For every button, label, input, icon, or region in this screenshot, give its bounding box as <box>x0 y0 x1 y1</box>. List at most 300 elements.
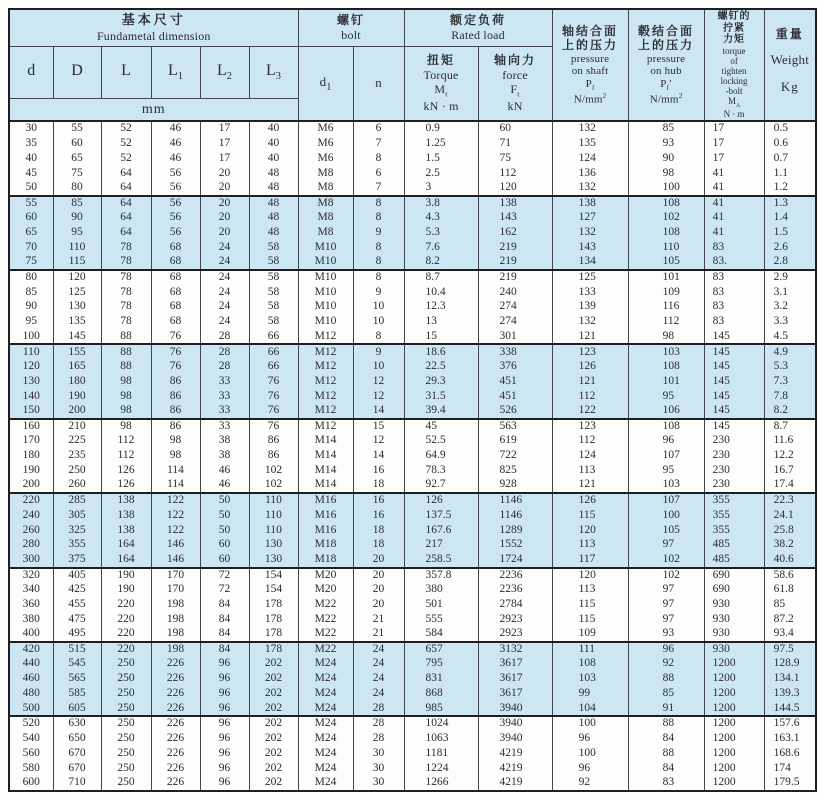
cell-n: 21 <box>353 627 404 642</box>
cell-L: 88 <box>101 344 151 359</box>
cell-L2: 46 <box>200 478 249 493</box>
cell-L1: 226 <box>151 657 200 672</box>
cell-D: 250 <box>53 463 101 478</box>
cell-D: 545 <box>53 657 101 672</box>
cell-tightening-torque: 930 <box>704 627 764 642</box>
cell-d: 95 <box>9 315 53 330</box>
cell-d1: M10 <box>298 285 353 300</box>
cell-d: 380 <box>9 612 53 627</box>
cell-D: 65 <box>53 151 101 166</box>
cell-weight: 3.1 <box>764 285 816 300</box>
cell-force: 376 <box>478 359 552 374</box>
cell-L3: 76 <box>249 419 298 434</box>
cell-weight: 157.6 <box>764 716 816 731</box>
cell-torque: 78.3 <box>404 463 478 478</box>
cell-torque: 795 <box>404 657 478 672</box>
cell-force: 563 <box>478 419 552 434</box>
cell-L3: 178 <box>249 642 298 657</box>
cell-D: 565 <box>53 672 101 687</box>
cell-tightening-torque: 17 <box>704 136 764 151</box>
cell-d1: M16 <box>298 508 353 523</box>
cell-d: 500 <box>9 701 53 716</box>
cell-pressure-shaft: 99 <box>552 687 628 702</box>
cell-d1: M14 <box>298 478 353 493</box>
cell-n: 15 <box>353 419 404 434</box>
cell-L3: 48 <box>249 225 298 240</box>
cell-weight: 8.2 <box>764 404 816 419</box>
cell-torque: 45 <box>404 419 478 434</box>
cell-L3: 130 <box>249 553 298 568</box>
cell-d: 140 <box>9 389 53 404</box>
cell-L1: 226 <box>151 776 200 791</box>
col-header-d1: $d_1$ <box>298 46 353 121</box>
cell-L1: 122 <box>151 523 200 538</box>
cell-pressure-hub: 90 <box>628 151 704 166</box>
cell-L1: 56 <box>151 211 200 226</box>
cell-pressure-shaft: 132 <box>552 121 628 136</box>
cell-pressure-shaft: 126 <box>552 359 628 374</box>
torque-symbol: $M_t$ <box>434 82 448 99</box>
cell-L2: 24 <box>200 270 249 285</box>
cell-d: 35 <box>9 136 53 151</box>
cell-L3: 66 <box>249 344 298 359</box>
cell-torque: 22.5 <box>404 359 478 374</box>
cell-L3: 40 <box>249 121 298 136</box>
cell-n: 20 <box>353 582 404 597</box>
cell-force: 3617 <box>478 687 552 702</box>
cell-d1: M24 <box>298 672 353 687</box>
torque-unit: kN · m <box>423 98 459 113</box>
cell-torque: 10.4 <box>404 285 478 300</box>
cell-L2: 28 <box>200 359 249 374</box>
cell-pressure-shaft: 96 <box>552 731 628 746</box>
cell-tightening-torque: 17 <box>704 151 764 166</box>
col-header-L: L <box>101 46 151 98</box>
cell-L1: 226 <box>151 716 200 731</box>
cell-d: 70 <box>9 240 53 255</box>
col-header-d: d <box>9 46 53 98</box>
cell-L: 250 <box>101 716 151 731</box>
table-row <box>9 181 816 196</box>
cell-pressure-shaft: 123 <box>552 419 628 434</box>
cell-d1: M10 <box>298 240 353 255</box>
cell-force: 3940 <box>478 701 552 716</box>
cell-pressure-shaft: 109 <box>552 627 628 642</box>
cell-L: 64 <box>101 196 151 211</box>
cell-pressure-hub: 102 <box>628 553 704 568</box>
cell-D: 710 <box>53 776 101 791</box>
cell-d1: M24 <box>298 746 353 761</box>
cell-d1: M24 <box>298 716 353 731</box>
table-row <box>9 136 816 151</box>
hub-pressure-symbol: $P_f'$ <box>660 77 672 93</box>
cell-L3: 48 <box>249 166 298 181</box>
cell-pressure-shaft: 134 <box>552 255 628 270</box>
table-header <box>9 9 816 121</box>
table-row <box>9 151 816 166</box>
cell-force: 1724 <box>478 553 552 568</box>
cell-d1: M14 <box>298 463 353 478</box>
cell-L3: 58 <box>249 300 298 315</box>
cell-pressure-hub: 98 <box>628 330 704 345</box>
cell-n: 14 <box>353 404 404 419</box>
cell-force: 274 <box>478 315 552 330</box>
cell-torque: 1224 <box>404 761 478 776</box>
cell-L1: 226 <box>151 761 200 776</box>
table-row <box>9 627 816 642</box>
cell-L: 64 <box>101 211 151 226</box>
cell-tightening-torque: 690 <box>704 568 764 583</box>
cell-pressure-hub: 84 <box>628 731 704 746</box>
cell-torque: 13 <box>404 315 478 330</box>
cell-D: 110 <box>53 240 101 255</box>
cell-L: 78 <box>101 300 151 315</box>
cell-D: 55 <box>53 121 101 136</box>
cell-d1: M12 <box>298 419 353 434</box>
cell-force: 240 <box>478 285 552 300</box>
cell-D: 515 <box>53 642 101 657</box>
cell-d1: M24 <box>298 761 353 776</box>
cell-n: 18 <box>353 523 404 538</box>
cell-pressure-shaft: 143 <box>552 240 628 255</box>
cell-D: 80 <box>53 181 101 196</box>
cell-L: 220 <box>101 627 151 642</box>
cell-D: 630 <box>53 716 101 731</box>
cell-L1: 226 <box>151 687 200 702</box>
col-header-n: n <box>353 46 404 121</box>
cell-L3: 110 <box>249 493 298 508</box>
cell-force: 2236 <box>478 568 552 583</box>
cell-L2: 96 <box>200 731 249 746</box>
cell-L3: 76 <box>249 404 298 419</box>
cell-d: 260 <box>9 523 53 538</box>
cell-weight: 139.3 <box>764 687 816 702</box>
cell-d: 400 <box>9 627 53 642</box>
cell-L: 112 <box>101 434 151 449</box>
cell-L2: 46 <box>200 463 249 478</box>
cell-L: 112 <box>101 449 151 464</box>
cell-L2: 84 <box>200 627 249 642</box>
cell-d: 480 <box>9 687 53 702</box>
cell-n: 9 <box>353 285 404 300</box>
cell-L1: 68 <box>151 285 200 300</box>
cell-D: 120 <box>53 270 101 285</box>
cell-n: 10 <box>353 300 404 315</box>
cell-tightening-torque: 41 <box>704 225 764 240</box>
cell-d: 80 <box>9 270 53 285</box>
cell-d1: M14 <box>298 434 353 449</box>
cell-torque: 657 <box>404 642 478 657</box>
table-row <box>9 374 816 389</box>
cell-tightening-torque: 145 <box>704 344 764 359</box>
cell-L2: 20 <box>200 181 249 196</box>
shaft-pressure-unit: $N/mm^2$ <box>573 92 607 106</box>
cell-d: 220 <box>9 493 53 508</box>
cell-d: 110 <box>9 344 53 359</box>
cell-weight: 5.3 <box>764 359 816 374</box>
cell-L: 52 <box>101 121 151 136</box>
table-row <box>9 121 816 136</box>
cell-L2: 24 <box>200 315 249 330</box>
cell-d: 460 <box>9 672 53 687</box>
cell-n: 10 <box>353 315 404 330</box>
table-row <box>9 776 816 791</box>
cell-L: 250 <box>101 701 151 716</box>
table-row <box>9 657 816 672</box>
cell-d1: M8 <box>298 211 353 226</box>
cell-L2: 28 <box>200 330 249 345</box>
cell-L3: 202 <box>249 731 298 746</box>
cell-torque: 501 <box>404 597 478 612</box>
cell-weight: 4.5 <box>764 330 816 345</box>
cell-torque: 1063 <box>404 731 478 746</box>
cell-L1: 114 <box>151 463 200 478</box>
cell-torque: 3.8 <box>404 196 478 211</box>
table-row <box>9 389 816 404</box>
cell-pressure-hub: 103 <box>628 478 704 493</box>
cell-torque: 380 <box>404 582 478 597</box>
cell-L: 52 <box>101 151 151 166</box>
cell-d1: M10 <box>298 270 353 285</box>
cell-L3: 178 <box>249 597 298 612</box>
cell-L1: 146 <box>151 553 200 568</box>
cell-n: 16 <box>353 508 404 523</box>
cell-L3: 202 <box>249 672 298 687</box>
cell-n: 8 <box>353 211 404 226</box>
cell-n: 30 <box>353 746 404 761</box>
cell-pressure-shaft: 113 <box>552 463 628 478</box>
cell-weight: 0.6 <box>764 136 816 151</box>
cell-L: 250 <box>101 687 151 702</box>
cell-tightening-torque: 1200 <box>704 731 764 746</box>
cell-pressure-shaft: 115 <box>552 597 628 612</box>
cell-pressure-hub: 108 <box>628 225 704 240</box>
cell-weight: 2.9 <box>764 270 816 285</box>
cell-n: 21 <box>353 612 404 627</box>
cell-L: 98 <box>101 404 151 419</box>
table-row <box>9 746 816 761</box>
cell-d: 180 <box>9 449 53 464</box>
cell-pressure-hub: 88 <box>628 716 704 731</box>
cell-L1: 114 <box>151 478 200 493</box>
cell-torque: 18.6 <box>404 344 478 359</box>
cell-pressure-shaft: 96 <box>552 761 628 776</box>
cell-torque: 1.25 <box>404 136 478 151</box>
shaft-pressure-symbol: $P_f$ <box>585 77 595 93</box>
table-row <box>9 419 816 434</box>
cell-force: 526 <box>478 404 552 419</box>
cell-pressure-hub: 98 <box>628 166 704 181</box>
cell-L2: 96 <box>200 761 249 776</box>
table-row <box>9 612 816 627</box>
cell-L2: 50 <box>200 508 249 523</box>
cell-D: 355 <box>53 538 101 553</box>
cell-force: 451 <box>478 389 552 404</box>
cell-weight: 174 <box>764 761 816 776</box>
cell-D: 130 <box>53 300 101 315</box>
cell-torque: 1266 <box>404 776 478 791</box>
cell-L2: 33 <box>200 374 249 389</box>
cell-L: 220 <box>101 642 151 657</box>
cell-D: 285 <box>53 493 101 508</box>
cell-d: 240 <box>9 508 53 523</box>
cell-L3: 202 <box>249 701 298 716</box>
cell-tightening-torque: 83 <box>704 240 764 255</box>
cell-d1: M20 <box>298 568 353 583</box>
cell-L2: 24 <box>200 285 249 300</box>
table-row <box>9 478 816 493</box>
cell-L3: 110 <box>249 523 298 538</box>
cell-L: 64 <box>101 225 151 240</box>
cell-L2: 96 <box>200 657 249 672</box>
cell-torque: 555 <box>404 612 478 627</box>
cell-D: 190 <box>53 389 101 404</box>
table-row <box>9 359 816 374</box>
cell-weight: 0.7 <box>764 151 816 166</box>
cell-pressure-shaft: 113 <box>552 538 628 553</box>
cell-weight: 16.7 <box>764 463 816 478</box>
cell-L1: 68 <box>151 255 200 270</box>
table-row <box>9 344 816 359</box>
cell-pressure-hub: 106 <box>628 404 704 419</box>
table-row <box>9 582 816 597</box>
cell-D: 605 <box>53 701 101 716</box>
cell-L1: 86 <box>151 419 200 434</box>
table-row <box>9 449 816 464</box>
cell-weight: 2.6 <box>764 240 816 255</box>
cell-tightening-torque: 41 <box>704 181 764 196</box>
cell-L1: 46 <box>151 136 200 151</box>
cell-tightening-torque: 1200 <box>704 657 764 672</box>
weight-unit: Kg <box>780 79 799 95</box>
bolt-en: bolt <box>341 27 361 42</box>
cell-tightening-torque: 83. <box>704 255 764 270</box>
cell-force: 1146 <box>478 493 552 508</box>
cell-weight: 24.1 <box>764 508 816 523</box>
cell-D: 260 <box>53 478 101 493</box>
cell-n: 24 <box>353 687 404 702</box>
cell-n: 30 <box>353 761 404 776</box>
cell-n: 20 <box>353 597 404 612</box>
cell-d: 540 <box>9 731 53 746</box>
cell-d: 100 <box>9 330 53 345</box>
cell-weight: 7.3 <box>764 374 816 389</box>
cell-L2: 38 <box>200 434 249 449</box>
cell-L2: 20 <box>200 211 249 226</box>
cell-tightening-torque: 230 <box>704 478 764 493</box>
cell-D: 225 <box>53 434 101 449</box>
cell-n: 6 <box>353 166 404 181</box>
cell-force: 928 <box>478 478 552 493</box>
cell-L: 78 <box>101 285 151 300</box>
cell-d: 120 <box>9 359 53 374</box>
cell-L: 220 <box>101 612 151 627</box>
cell-L: 138 <box>101 508 151 523</box>
cell-pressure-shaft: 120 <box>552 523 628 538</box>
cell-tightening-torque: 1200 <box>704 701 764 716</box>
cell-L2: 20 <box>200 166 249 181</box>
cell-torque: 5.3 <box>404 225 478 240</box>
cell-L: 64 <box>101 166 151 181</box>
table-row <box>9 672 816 687</box>
cell-pressure-shaft: 122 <box>552 404 628 419</box>
cell-d1: M12 <box>298 404 353 419</box>
cell-D: 75 <box>53 166 101 181</box>
cell-n: 6 <box>353 121 404 136</box>
cell-d1: M12 <box>298 344 353 359</box>
table-row <box>9 166 816 181</box>
cell-force: 1289 <box>478 523 552 538</box>
cell-L2: 17 <box>200 136 249 151</box>
cell-tightening-torque: 355 <box>704 523 764 538</box>
cell-d: 90 <box>9 300 53 315</box>
cell-L: 190 <box>101 582 151 597</box>
col-header-L3: $L_3$ <box>249 46 298 98</box>
cell-d: 45 <box>9 166 53 181</box>
cell-n: 12 <box>353 374 404 389</box>
header-pressure-on-shaft: 轴结合面 上的压力 pressure on shaft $P_f$ $N/mm^2$ <box>552 9 628 121</box>
cell-D: 125 <box>53 285 101 300</box>
cell-d: 300 <box>9 553 53 568</box>
cell-tightening-torque: 145 <box>704 404 764 419</box>
cell-L: 78 <box>101 240 151 255</box>
cell-force: 2236 <box>478 582 552 597</box>
table-row <box>9 761 816 776</box>
cell-n: 8 <box>353 151 404 166</box>
cell-L2: 38 <box>200 449 249 464</box>
cell-L2: 84 <box>200 597 249 612</box>
cell-D: 585 <box>53 687 101 702</box>
cell-L2: 24 <box>200 255 249 270</box>
table-row <box>9 687 816 702</box>
cell-d1: M10 <box>298 315 353 330</box>
cell-L3: 76 <box>249 374 298 389</box>
cell-force: 3940 <box>478 716 552 731</box>
cell-L2: 60 <box>200 553 249 568</box>
header-rated-load <box>404 9 552 46</box>
cell-torque: 15 <box>404 330 478 345</box>
cell-n: 9 <box>353 344 404 359</box>
cell-force: 219 <box>478 270 552 285</box>
cell-L1: 86 <box>151 389 200 404</box>
cell-force: 619 <box>478 434 552 449</box>
cell-force: 3617 <box>478 657 552 672</box>
cell-d1: M10 <box>298 255 353 270</box>
cell-L1: 76 <box>151 330 200 345</box>
cell-d1: M18 <box>298 538 353 553</box>
cell-L: 138 <box>101 493 151 508</box>
cell-L3: 48 <box>249 211 298 226</box>
cell-L: 138 <box>101 523 151 538</box>
cell-L3: 202 <box>249 746 298 761</box>
cell-tightening-torque: 1200 <box>704 746 764 761</box>
header-unit-mm: mm <box>9 98 298 121</box>
cell-torque: 217 <box>404 538 478 553</box>
cell-pressure-shaft: 121 <box>552 374 628 389</box>
table-row <box>9 225 816 240</box>
cell-force: 71 <box>478 136 552 151</box>
cell-weight: 3.2 <box>764 300 816 315</box>
cell-D: 305 <box>53 508 101 523</box>
cell-pressure-hub: 108 <box>628 419 704 434</box>
cell-d1: M12 <box>298 374 353 389</box>
cell-L2: 20 <box>200 196 249 211</box>
cell-pressure-shaft: 115 <box>552 508 628 523</box>
cell-D: 405 <box>53 568 101 583</box>
cell-d1: M22 <box>298 642 353 657</box>
bolt-zh: 螺钉 <box>337 13 366 28</box>
cell-pressure-hub: 96 <box>628 642 704 657</box>
